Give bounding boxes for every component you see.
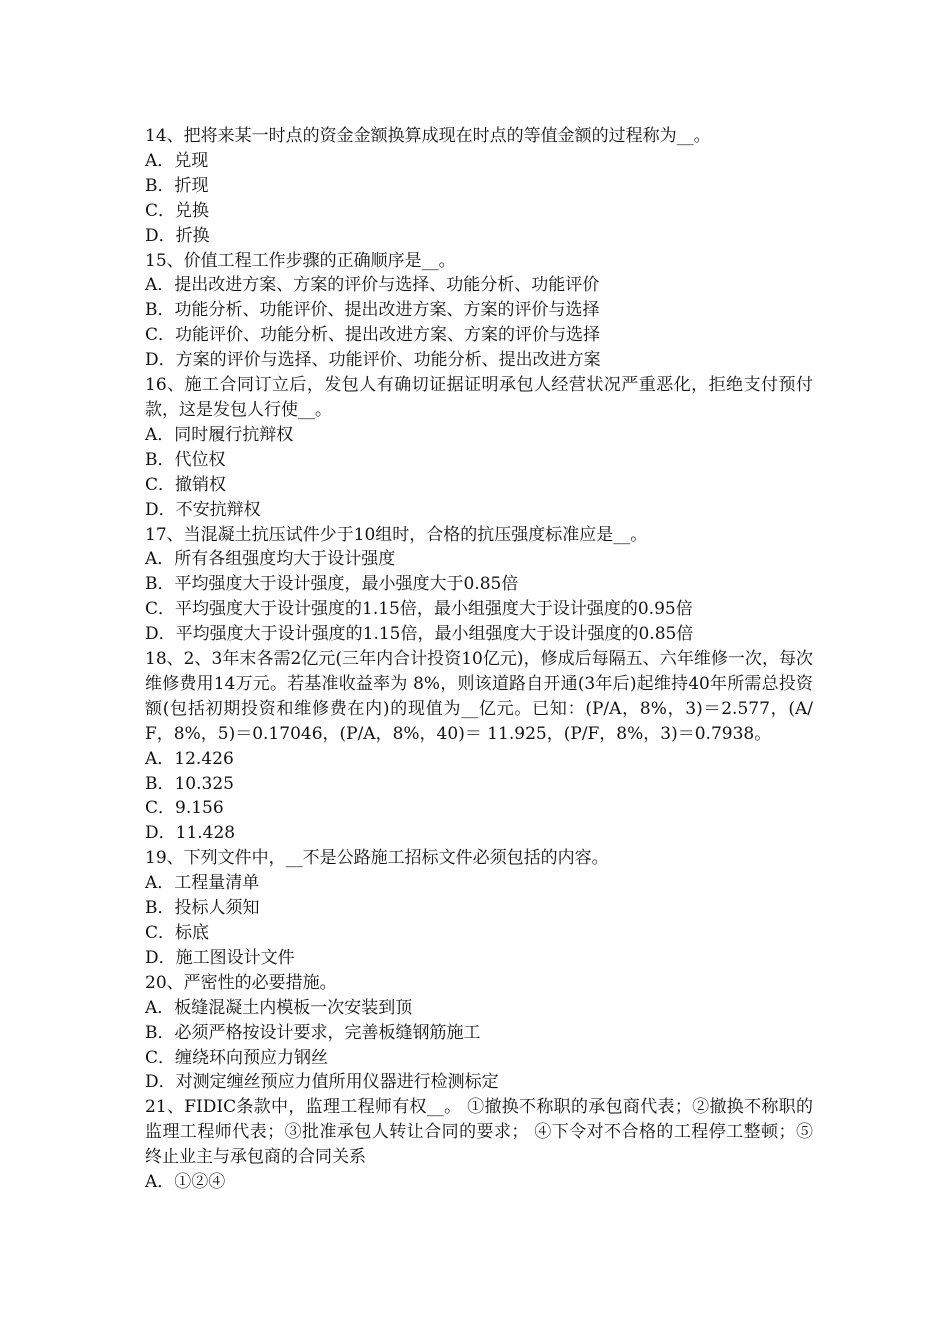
question-14-option-b: B．折现: [145, 175, 209, 196]
question-18-option-c: C．9.156: [145, 798, 224, 819]
question-17-option-c: C．平均强度大于设计强度的1.15倍，最小组强度大于设计强度的0.95倍: [145, 599, 693, 620]
question-19-option-a: A．工程量清单: [145, 873, 260, 894]
question-14-stem: 14、把将来某一时点的资金金额换算成现在时点的等值金额的过程称为__。: [145, 126, 711, 146]
question-15-option-a: A．提出改进方案、方案的评价与选择、功能分析、功能评价: [145, 275, 600, 296]
question-18-option-b: B．10.325: [145, 773, 234, 794]
question-17-option-d: D．平均强度大于设计强度的1.15倍，最小组强度大于设计强度的0.85倍: [145, 624, 694, 645]
question-14-option-a: A．兑现: [145, 150, 209, 171]
question-18-option-a: A．12.426: [145, 748, 234, 769]
question-19-option-b: B．投标人须知: [145, 898, 260, 919]
question-16-option-d: D．不安抗辩权: [145, 499, 261, 520]
question-16-option-c: C．撤销权: [145, 474, 227, 495]
question-14-option-c: C．兑换: [145, 200, 210, 221]
question-21-option-a: A．①②④: [145, 1172, 226, 1193]
question-15-option-b: B．功能分析、功能评价、提出改进方案、方案的评价与选择: [145, 300, 600, 321]
question-16-stem: 16、施工合同订立后，发包人有确切证据证明承包人经营状况严重恶化，拒绝支付预付款，这是发包人行使__。: [145, 375, 813, 420]
question-20-option-c: C．缠绕环向预应力钢丝: [145, 1047, 329, 1068]
document-body: [145, 124, 813, 1195]
question-14-option-d: D．折换: [145, 225, 210, 246]
question-19-option-c: C．标底: [145, 923, 210, 943]
question-19-stem: 19、下列文件中，__不是公路施工招标文件必须包括的内容。: [145, 848, 609, 869]
question-20-option-d: D．对测定缠丝预应力值所用仪器进行检测标定: [145, 1072, 499, 1093]
question-17-option-a: A．所有各组强度均大于设计强度: [145, 549, 396, 570]
question-20-stem: 20、严密性的必要措施。: [145, 972, 337, 993]
question-17-stem: 17、当混凝土抗压试件少于10组时，合格的抗压强度标准应是__。: [145, 524, 648, 545]
question-21-stem: 21、FIDIC条款中，监理工程师有权__。 ①撤换不称职的承包商代表；②撤换不称职的监理工程师代表；③批准承包人转让合同的要求； ④下令对不合格的工程停工整顿；⑤终止业主与承包商的合同关系: [145, 1097, 813, 1168]
question-19-option-d: D．施工图设计文件: [145, 947, 295, 968]
question-17-option-b: B．平均强度大于设计强度，最小强度大于0.85倍: [145, 574, 519, 595]
question-15-option-c: C．功能评价、功能分析、提出改进方案、方案的评价与选择: [145, 325, 601, 346]
question-15-stem: 15、价值工程工作步骤的正确顺序是__。: [145, 250, 456, 271]
question-16-option-a: A．同时履行抗辩权: [145, 424, 294, 445]
question-15-option-d: D．方案的评价与选择、功能评价、功能分析、提出改进方案: [145, 350, 601, 371]
question-20-option-a: A．板缝混凝土内模板一次安装到顶: [145, 997, 413, 1018]
question-20-option-b: B．必须严格按设计要求，完善板缝钢筋施工: [145, 1022, 481, 1043]
question-18-stem: 18、2、3年末各需2亿元(三年内合计投资10亿元)，修成后每隔五、六年维修一次，每次维修费用14万元。若基准收益率为 8%，则该道路自开通(3年后)起维持40年所需总投资额(包括初期投资和维修费在内)的现值为__亿元。已知：(P/A，8%，3)＝2.577，(A/F，8%，5)＝0.17046，(P/A，8%，40)＝ 11.925，(P/F，8%，3)＝0.7938。: [145, 649, 813, 744]
question-16-option-b: B．代位权: [145, 449, 226, 470]
question-18-option-d: D．11.428: [145, 823, 236, 844]
